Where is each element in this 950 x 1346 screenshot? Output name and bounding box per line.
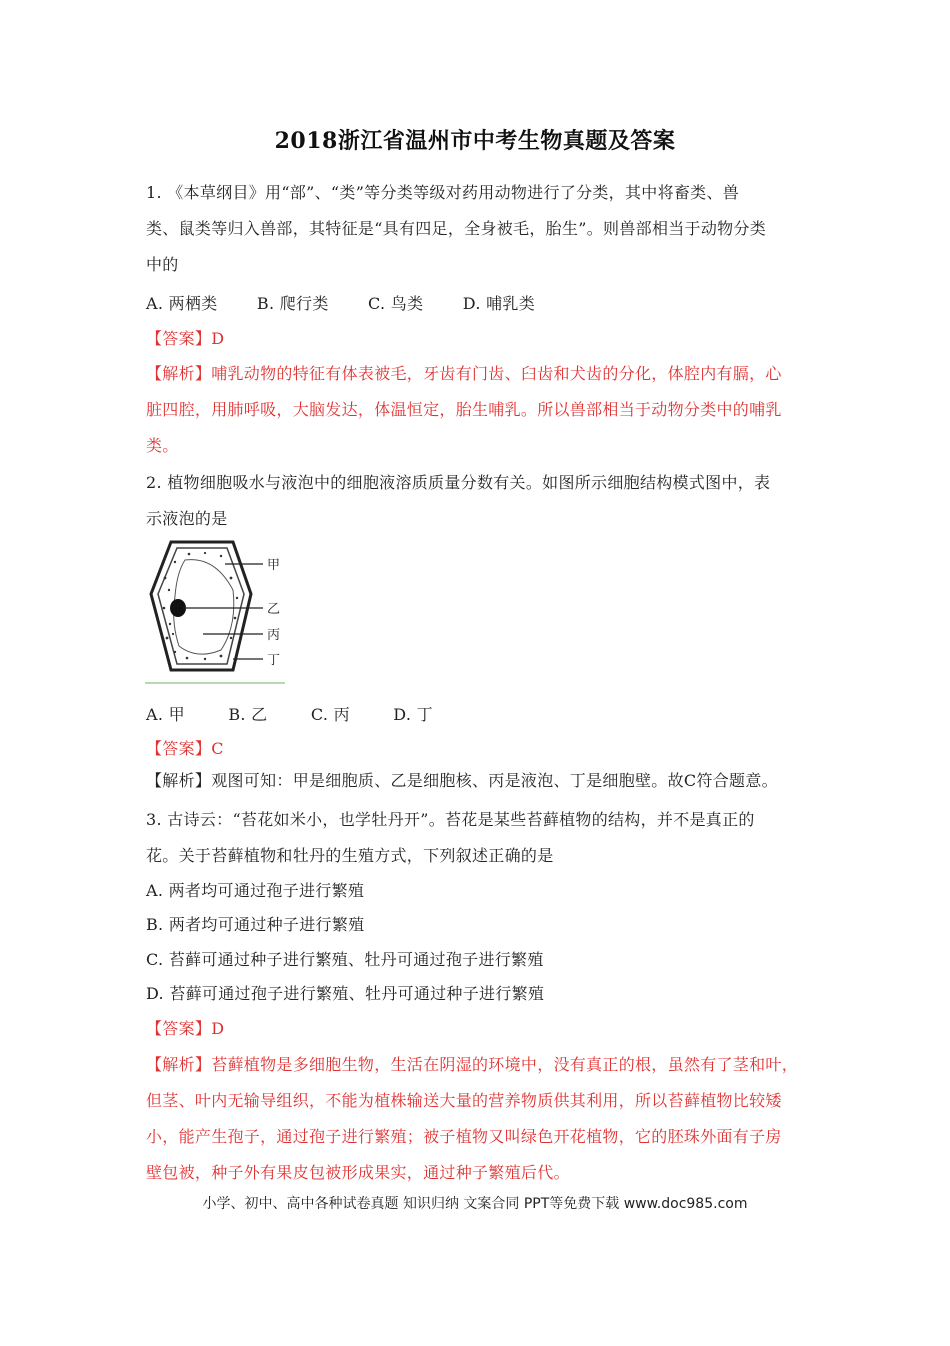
document-title: 2018浙江省温州市中考生物真题及答案	[274, 128, 676, 154]
q1-stem-line-2: 类、鼠类等归入兽部，其特征是“具有四足，全身被毛，胎生”。则兽部相当于动物分类	[146, 219, 767, 238]
q2-options	[146, 704, 826, 726]
q1-stem-line-1: 1. 《本草纲目》用“部”、“类”等分类等级对药用动物进行了分类，其中将畜类、兽	[146, 183, 740, 202]
q1-analysis-line-1: 【解析】哺乳动物的特征有体表被毛，牙齿有门齿、臼齿和犬齿的分化，体腔内有膈，心	[146, 364, 782, 383]
q1-analysis-line-2: 脏四腔，用肺呼吸，大脑发达，体温恒定，胎生哺乳。所以兽部相当于动物分类中的哺乳	[146, 400, 782, 419]
q3-analysis-line-3: 小，能产生孢子，通过孢子进行繁殖；被子植物又叫绿色开花植物，它的胚珠外面有子房	[146, 1127, 782, 1146]
q3-analysis-line-4: 壁包被，种子外有果皮包被形成果实，通过种子繁殖后代。	[146, 1163, 570, 1182]
q1-option-a: A. 两栖类	[146, 294, 218, 313]
q3-option-d: D. 苔藓可通过孢子进行繁殖、牡丹可通过种子进行繁殖	[146, 984, 545, 1003]
q2-option-a: A. 甲	[146, 705, 185, 724]
q2-stem-line-1: 2. 植物细胞吸水与液泡中的细胞液溶质质量分数有关。如图所示细胞结构模式图中，表	[146, 473, 771, 492]
q3-option-c: C. 苔藓可通过种子进行繁殖、牡丹可通过孢子进行繁殖	[146, 950, 544, 969]
q3-analysis-line-2: 但茎、叶内无输导组织，不能为植株输送大量的营养物质供其利用，所以苔藓植物比较矮	[146, 1091, 782, 1110]
q1-stem-line-3: 中的	[146, 255, 179, 274]
q1-option-c: C. 鸟类	[368, 294, 424, 313]
label-yi: 乙	[267, 602, 281, 617]
q1-answer: 【答案】D	[146, 329, 225, 348]
q2-analysis: 【解析】观图可知：甲是细胞质、乙是细胞核、丙是液泡、丁是细胞壁。故C符合题意。	[146, 771, 778, 790]
q1-options	[146, 293, 826, 315]
q3-analysis-line-1: 【解析】苔藓植物是多细胞生物，生活在阴湿的环境中，没有真正的根，虽然有了茎和叶，	[146, 1055, 799, 1074]
label-ding: 丁	[267, 653, 281, 668]
plant-cell-diagram	[145, 538, 290, 686]
q2-stem-line-2: 示液泡的是	[146, 509, 228, 528]
q3-answer: 【答案】D	[146, 1019, 225, 1038]
q3-stem-line-2: 花。关于苔藓植物和牡丹的生殖方式，下列叙述正确的是	[146, 846, 554, 865]
q2-answer: 【答案】C	[146, 739, 224, 758]
q1-option-b: B. 爬行类	[256, 294, 329, 313]
q3-stem-line-1: 3. 古诗云：“苔花如米小，也学牡丹开”。苔花是某些苔藓植物的结构，并不是真正的	[146, 810, 755, 829]
q2-option-b: B. 乙	[228, 705, 268, 724]
q2-option-c: C. 丙	[310, 705, 350, 724]
q2-option-d: D. 丁	[393, 705, 433, 724]
download-footer: 小学、初中、高中各种试卷真题 知识归纳 文案合同 PPT等免费下载 www.doc985.com	[202, 1196, 748, 1212]
label-jia: 甲	[267, 558, 281, 573]
q3-option-a: A. 两者均可通过孢子进行繁殖	[146, 881, 365, 900]
q1-analysis-line-3: 类。	[146, 436, 179, 455]
q1-option-d: D. 哺乳类	[462, 294, 536, 313]
label-bing: 丙	[267, 628, 281, 643]
q3-option-b: B. 两者均可通过种子进行繁殖	[146, 915, 365, 934]
